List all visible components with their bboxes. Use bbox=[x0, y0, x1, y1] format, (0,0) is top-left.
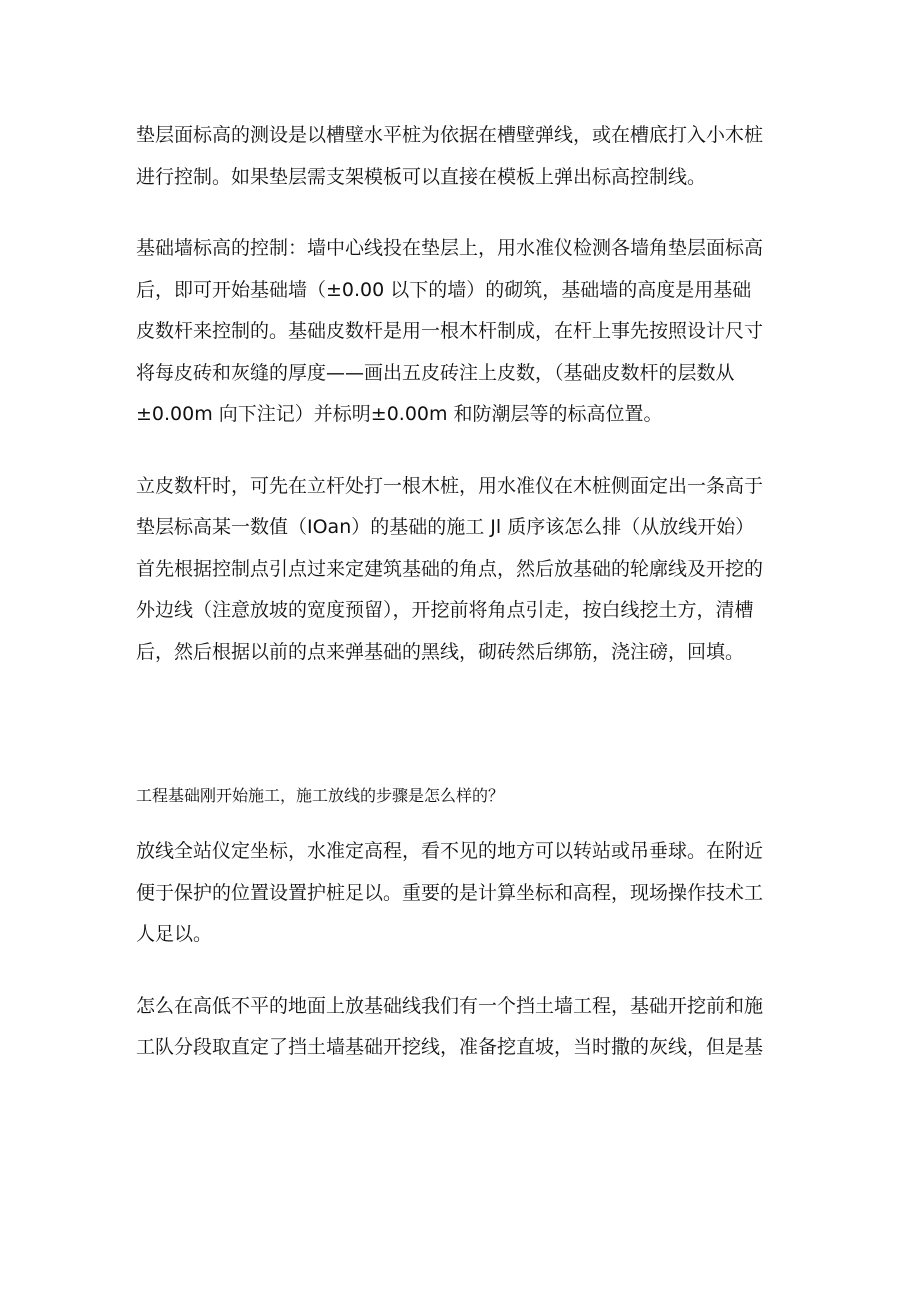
text-line: 将每皮砖和灰缝的厚度——画出五皮砖注上皮数，（基础皮数杆的层数从 bbox=[136, 361, 735, 384]
text-line: 垫层面标高的测设是以槽壁水平桩为依据在槽壁弹线，或在槽底打入小木桩 bbox=[136, 124, 764, 146]
text-line: 怎么在高低不平的地面上放基础线我们有一个挡土墙工程，基础开挖前和施 bbox=[136, 994, 764, 1017]
text-line: 立皮数杆时，可先在立杆处打一根木桩，用水准仪在木桩侧面定出一条高于 bbox=[136, 474, 764, 497]
paragraph-spacer bbox=[136, 956, 796, 986]
paragraph-total-station bbox=[136, 831, 796, 956]
text-line: 人足以。 bbox=[136, 923, 213, 945]
text-line: 便于保护的位置设置护桩足以。重要的是计算坐标和高程，现场操作技术工 bbox=[136, 881, 764, 904]
text-line: 外边线（注意放坡的宽度预留），开挖前将角点引走，按白线挖土方，清槽 bbox=[136, 599, 754, 621]
section-spacer bbox=[136, 673, 796, 781]
paragraph-spacer bbox=[136, 811, 796, 831]
text-line: 基础墙标高的控制：墙中心线投在垫层上，用水准仪检测各墙角垫层面标高 bbox=[136, 237, 764, 259]
text-line: 首先根据控制点引点过来定建筑基础的角点，然后放基础的轮廓线及开挖的 bbox=[136, 557, 764, 580]
paragraph-story-pole bbox=[136, 466, 796, 674]
section-heading: 工程基础刚开始施工，施工放线的步骤是怎么样的？ bbox=[136, 786, 505, 805]
paragraph-spacer bbox=[136, 436, 796, 466]
document-body bbox=[136, 115, 796, 1069]
paragraph-uneven-ground bbox=[136, 986, 796, 1069]
text-line: ±0.00m 向下注记）并标明±0.00m 和防潮层等的标高位置。 bbox=[136, 403, 663, 425]
paragraph-cushion-elevation bbox=[136, 115, 796, 198]
text-line: 放线全站仪定坐标，水准定高程，看不见的地方可以转站或吊垂球。在附近 bbox=[136, 840, 764, 862]
text-line: 皮数杆来控制的。基础皮数杆是用一根木杆制成，在杆上事先按照设计尺寸 bbox=[136, 320, 764, 342]
text-line: 进行控制。如果垫层需支架模板可以直接在模板上弹出标高控制线。 bbox=[136, 165, 707, 188]
paragraph-foundation-wall-elevation bbox=[136, 228, 796, 436]
paragraph-spacer bbox=[136, 198, 796, 228]
text-line: 垫层标高某一数值（IOan）的基础的施工 Jl 质序该怎么排（从放线开始） bbox=[136, 516, 755, 538]
text-line: 后，然后根据以前的点来弹基础的黑线，砌砖然后绑筋，浇注磅，回填。 bbox=[136, 640, 745, 663]
text-line: 后，即可开始基础墙（±0.00 以下的墙）的砌筑，基础墙的高度是用基础 bbox=[136, 278, 752, 301]
text-line: 工队分段取直定了挡土墙基础开挖线，准备挖直坡，当时撒的灰线，但是基 bbox=[136, 1036, 764, 1058]
